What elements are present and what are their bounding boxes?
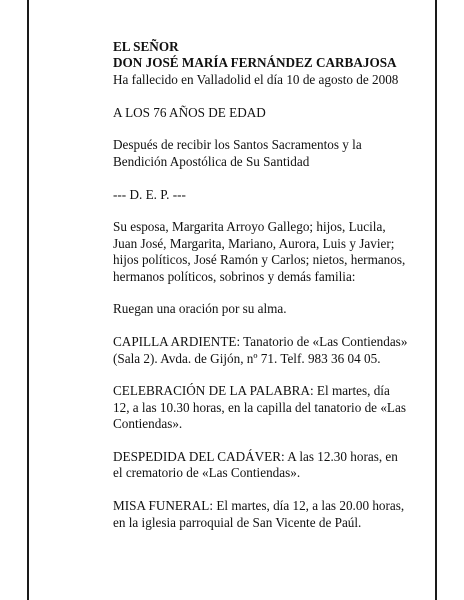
celebration-line-2: 12, a las 10.30 horas, en la capilla del tanatorio de «Las: [113, 399, 406, 415]
farewell-line-1: DESPEDIDA DEL CADÁVER: A las 12.30 horas, en: [113, 449, 398, 465]
chapel-line-1: CAPILLA ARDIENTE: Tanatorio de «Las Contiendas»: [113, 334, 408, 350]
celebration-line-1: CELEBRACIÓN DE LA PALABRA: El martes, día: [113, 383, 390, 399]
family-line-4: hermanos políticos, sobrinos y demás familia:: [113, 268, 356, 284]
rip-line: --- D. E. P. ---: [113, 186, 186, 202]
death-statement: Ha fallecido en Valladolid el día 10 de agosto de 2008: [113, 71, 399, 87]
family-line-3: hijos políticos, José Ramón y Carlos; nietos, hermanos,: [113, 252, 406, 268]
right-border-line: [435, 0, 437, 600]
obituary-notice: [113, 39, 429, 531]
deceased-name: DON JOSÉ MARÍA FERNÁNDEZ CARBAJOSA: [113, 55, 397, 71]
heading-title: EL SEÑOR: [113, 39, 179, 54]
funeral-mass-line-1: MISA FUNERAL: El martes, día 12, a las 20.00 horas,: [113, 498, 405, 514]
chapel-line-2: (Sala 2). Avda. de Gijón, nº 71. Telf. 983 36 04 05.: [113, 350, 381, 366]
family-line-2: Juan José, Margarita, Mariano, Aurora, Luis y Javier;: [113, 235, 395, 251]
age-statement: A LOS 76 AÑOS DE EDAD: [113, 104, 266, 120]
funeral-mass-line-2: en la iglesia parroquial de San Vicente de Paúl.: [113, 514, 362, 530]
celebration-line-3: Contiendas».: [113, 416, 183, 432]
prayer-request: Ruegan una oración por su alma.: [113, 301, 287, 317]
left-border-line: [27, 0, 29, 600]
sacraments-line-2: Bendición Apostólica de Su Santidad: [113, 153, 310, 169]
sacraments-line-1: Después de recibir los Santos Sacramentos y la: [113, 137, 362, 153]
farewell-line-2: el crematorio de «Las Contiendas».: [113, 465, 301, 481]
family-line-1: Su esposa, Margarita Arroyo Gallego; hijos, Lucila,: [113, 219, 386, 235]
